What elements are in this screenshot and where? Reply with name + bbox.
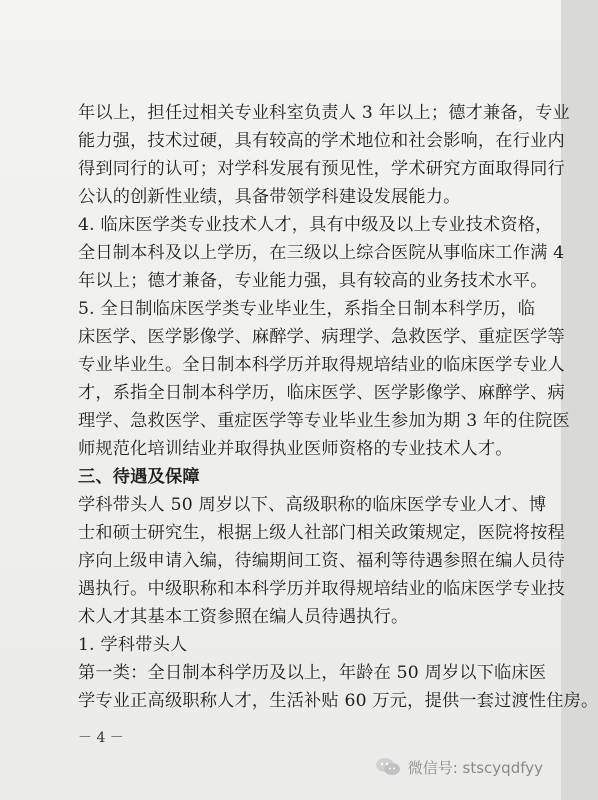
text-line: 全日制本科及以上学历，在三级以上综合医院从事临床工作满 4 (78, 243, 565, 263)
section-heading: 三、待遇及保障 (78, 467, 200, 487)
text-line: 学专业正高级职称人才，生活补贴 60 万元，提供一套过渡性住房。 (78, 691, 598, 711)
text-line: 术人才其基本工资参照在编人员待遇执行。 (78, 607, 409, 627)
text-line: 年以上；德才兼备，专业能力强，具有较高的业务技术水平。 (78, 271, 548, 291)
text-line: 4. 临床医学类专业技术人才，具有中级及以上专业技术资格， (78, 215, 553, 235)
wechat-watermark (374, 756, 543, 778)
text-line: 能力强，技术过硬，具有较高的学术地位和社会影响，在行业内 (78, 131, 565, 151)
text-line: 士和硕士研究生，根据上级人社部门相关政策规定，医院将按程 (78, 523, 565, 543)
watermark-text: 微信号: stscyqdfyy (407, 758, 543, 777)
text-line: 理学、急救医学、重症医学等专业毕业生参加为期 3 年的住院医 (78, 411, 570, 431)
text-line: 第一类：全日制本科学历及以上，年龄在 50 周岁以下临床医 (78, 663, 547, 683)
text-line: 得到同行的认可；对学科发展有预见性，学术研究方面取得同行 (78, 159, 565, 179)
text-line: 遇执行。中级职称和本科学历并取得规培结业的临床医学专业技 (78, 579, 565, 599)
subheading: 1. 学科带头人 (78, 635, 188, 655)
page-number: － 4 － (78, 730, 124, 746)
text-line: 专业毕业生。全日制本科学历并取得规培结业的临床医学专业人 (78, 355, 565, 375)
body-text (78, 99, 598, 715)
text-line: 公认的创新性业绩，具备带领学科建设发展能力。 (78, 187, 461, 207)
text-line: 年以上，担任过相关专业科室负责人 3 年以上；德才兼备，专业 (78, 103, 570, 123)
text-line: 5. 全日制临床医学类专业毕业生，系指全日制本科学历，临 (78, 299, 536, 319)
text-line: 师规范化培训结业并取得执业医师资格的专业技术人才。 (78, 439, 513, 459)
wechat-icon (374, 756, 402, 778)
text-line: 才，系指全日制本科学历，临床医学、医学影像学、麻醉学、病 (78, 383, 565, 403)
text-line: 学科带头人 50 周岁以下、高级职称的临床医学专业人才、博 (78, 495, 547, 515)
text-line: 床医学、医学影像学、麻醉学、病理学、急救医学、重症医学等 (78, 327, 565, 347)
text-line: 序向上级申请入编，待编期间工资、福利等待遇参照在编人员待 (78, 551, 565, 571)
